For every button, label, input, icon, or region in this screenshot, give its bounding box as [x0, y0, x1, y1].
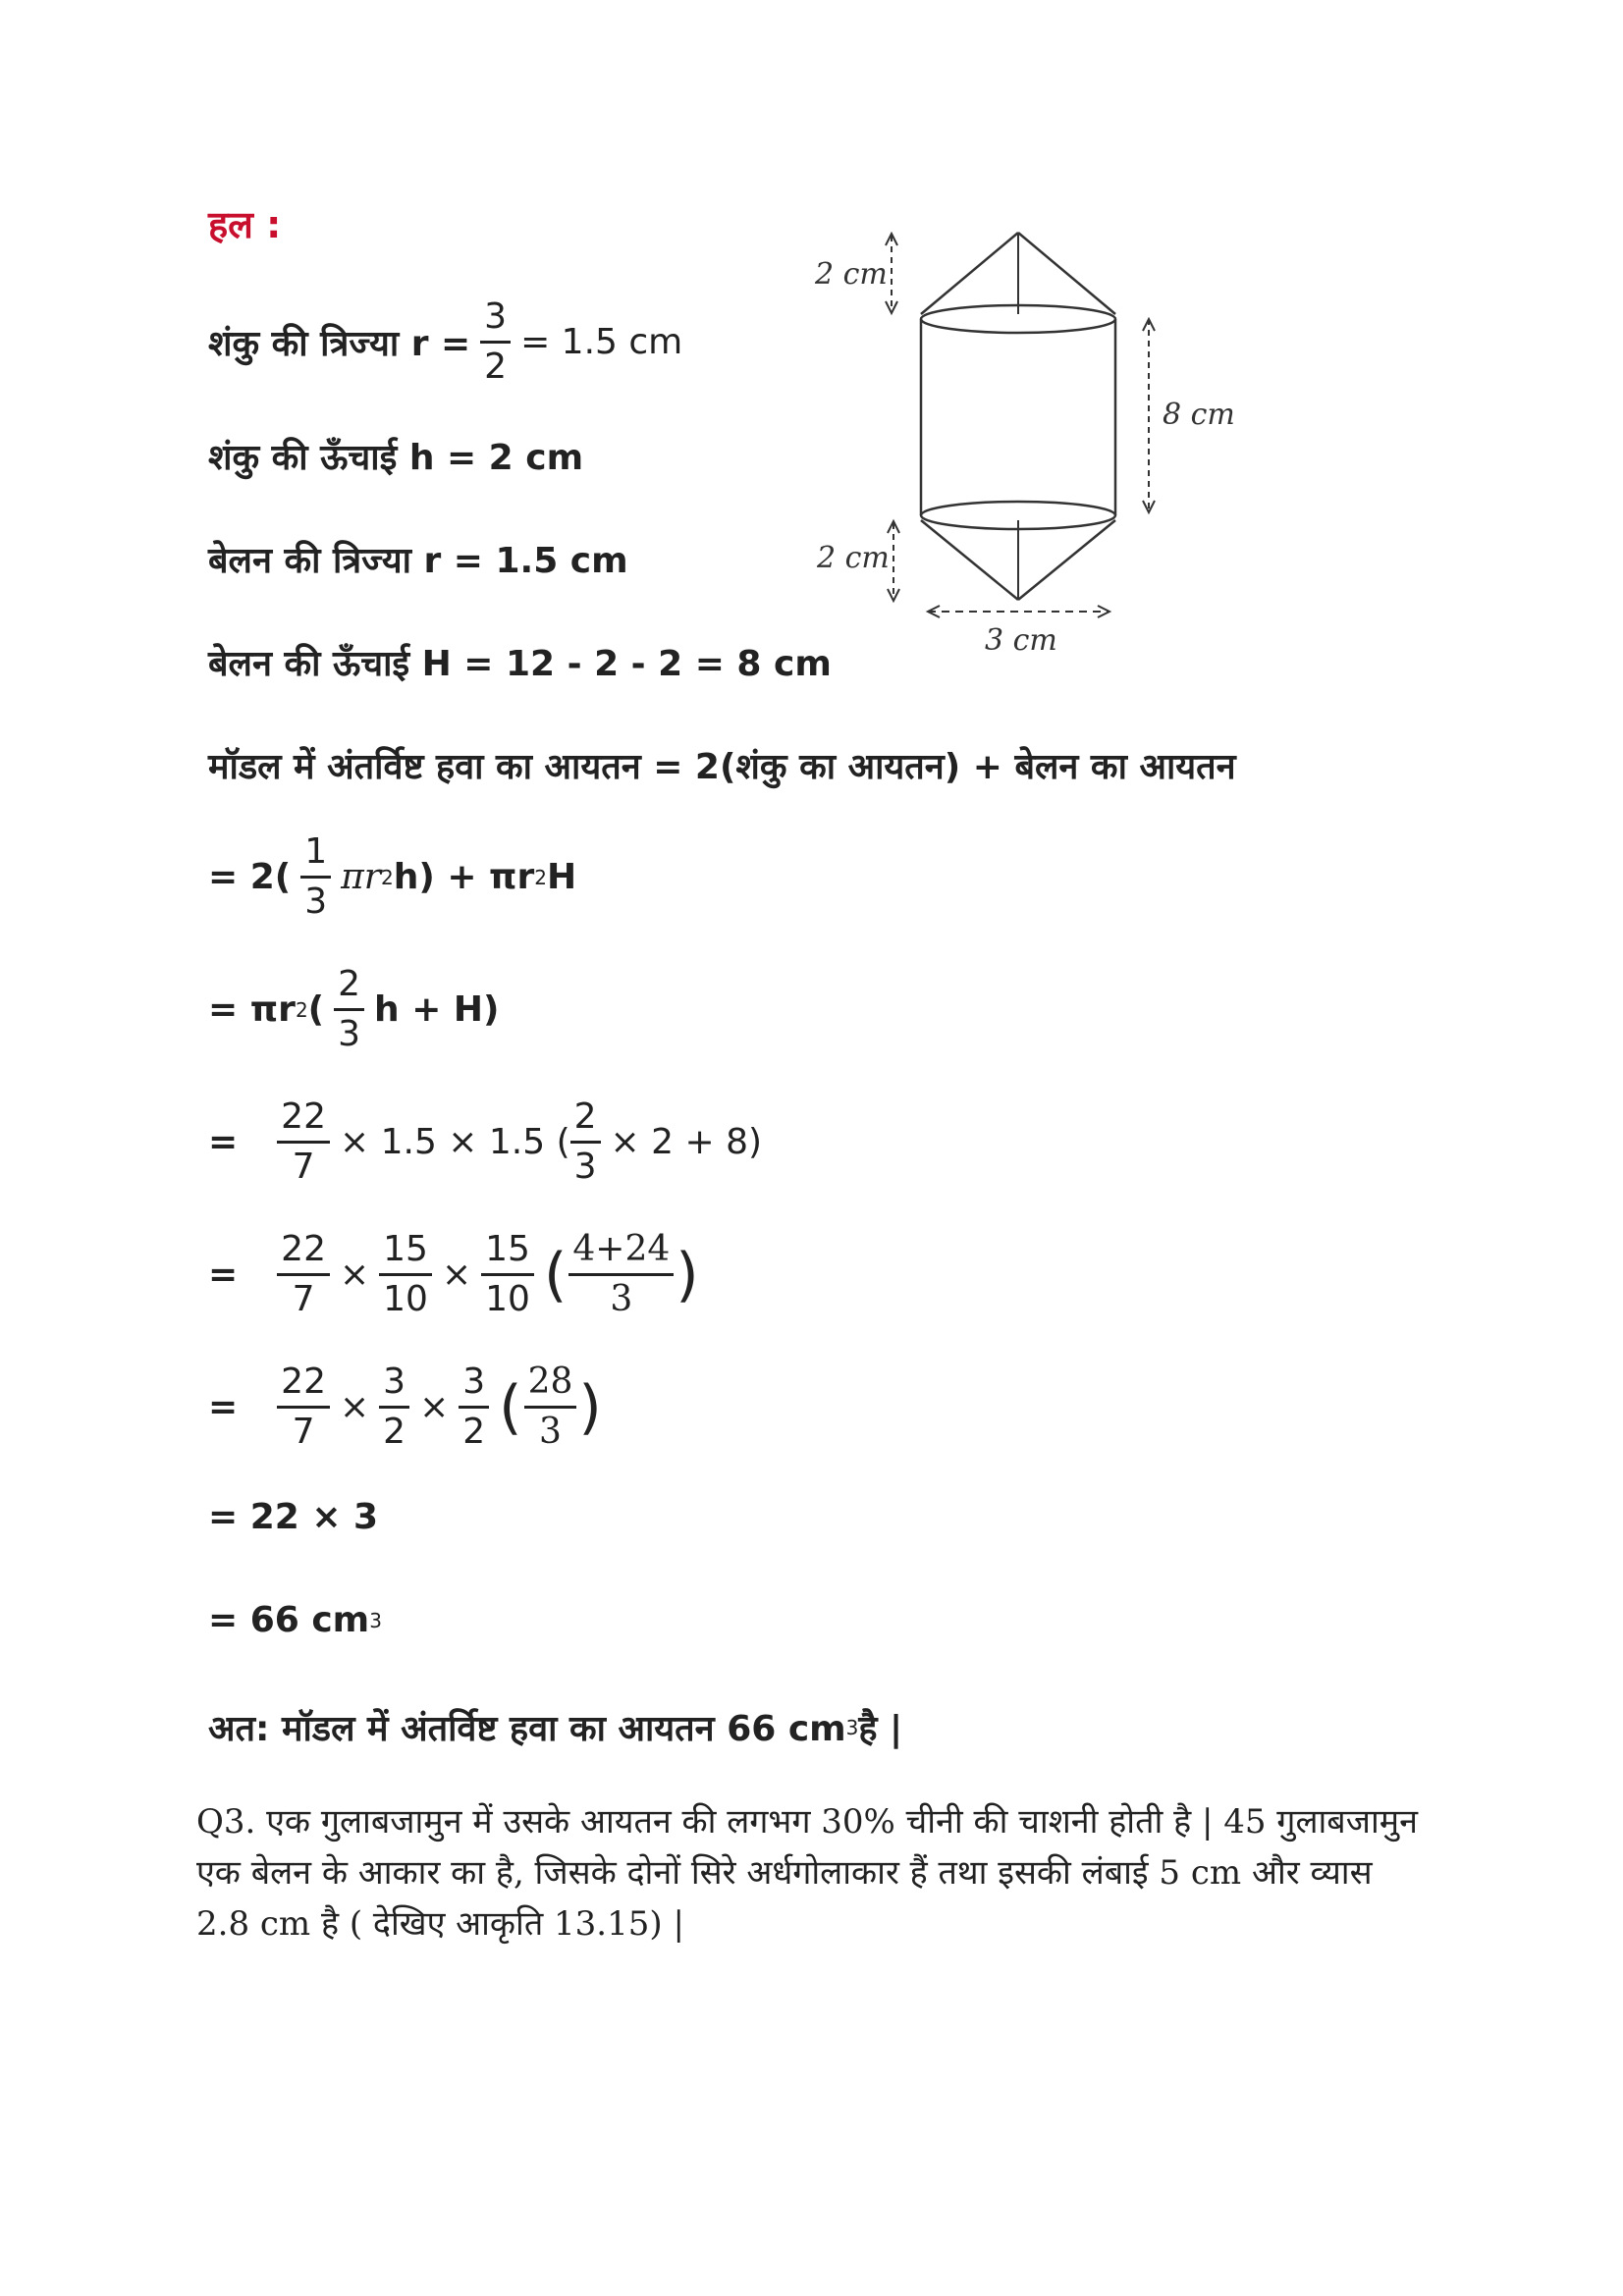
cone-radius-result: = 1.5 cm	[520, 322, 683, 362]
cone-radius-fraction	[480, 296, 511, 387]
bottom-dimension-label: 2 cm	[817, 541, 890, 575]
fraction-denominator: 3	[610, 1279, 633, 1319]
fraction-denominator: 7	[292, 1147, 315, 1187]
fraction-denominator: 3	[573, 1147, 597, 1187]
close-paren: )	[578, 1372, 602, 1442]
step-3	[208, 1096, 763, 1187]
step-7-exp: 3	[369, 1608, 382, 1632]
fraction-numerator: 15	[379, 1232, 432, 1276]
times-sign: ×	[339, 1255, 370, 1295]
step-1-tail: H	[547, 857, 577, 897]
fraction-denominator: 7	[292, 1279, 315, 1319]
step-2-pre: = πr	[208, 989, 296, 1030]
times-sign: ×	[441, 1255, 472, 1295]
step-4-fraction-1	[277, 1229, 330, 1319]
step-3-post: × 2 + 8)	[610, 1122, 763, 1162]
step-1-fraction	[300, 831, 331, 922]
fraction-numerator: 15	[481, 1232, 534, 1276]
step-7-text: = 66 cm	[208, 1600, 370, 1640]
step-4-fraction-3	[481, 1229, 534, 1319]
step-5	[208, 1364, 602, 1450]
cone-radius-label: शंकु की त्रिज्या r =	[208, 324, 471, 364]
width-dimension-label: 3 cm	[985, 623, 1057, 658]
step-5-fraction-2	[379, 1364, 409, 1450]
step-3-fraction-2	[570, 1096, 601, 1187]
conclusion-post: है |	[858, 1709, 903, 1749]
top-cone-right-edge	[1018, 233, 1115, 314]
fraction-numerator: 1	[300, 834, 331, 879]
step-5-fraction-4	[524, 1364, 577, 1450]
cone-cylinder-figure	[805, 221, 1247, 663]
step-7	[208, 1600, 382, 1640]
conclusion-exp: 3	[845, 1715, 859, 1739]
fraction-numerator: 2	[334, 967, 364, 1011]
close-paren: )	[676, 1240, 699, 1309]
fraction-numerator: 3	[480, 299, 511, 344]
fraction-numerator: 28	[524, 1364, 577, 1409]
cylinder-radius-line: बेलन की त्रिज्या r = 1.5 cm	[208, 541, 628, 581]
step-6: = 22 × 3	[208, 1497, 379, 1537]
conclusion-pre: अत: मॉडल में अंतर्विष्ट हवा का आयतन 66 cm	[208, 1709, 846, 1749]
times-sign: ×	[419, 1387, 450, 1427]
step-5-fraction-1	[277, 1364, 330, 1450]
fraction-denominator: 7	[292, 1412, 315, 1452]
volume-statement: मॉडल में अंतर्विष्ट हवा का आयतन = 2(शंकु का आयतन) + बेलन का आयतन	[208, 747, 1236, 787]
fraction-numerator: 3	[459, 1364, 489, 1409]
step-2-exp: 2	[295, 997, 308, 1022]
step-2-open: (	[307, 989, 325, 1030]
step-2-post: h + H)	[374, 989, 500, 1030]
step-2	[208, 964, 500, 1054]
fraction-numerator: 22	[277, 1364, 330, 1409]
step-1-mid: πr	[341, 857, 381, 897]
step-1	[208, 831, 577, 922]
step-4-eq: =	[208, 1255, 239, 1295]
question-3: Q3. एक गुलाबजामुन में उसके आयतन की लगभग 30% चीनी की चाशनी होती है | 45 गुलाबजामुन एक बेलन के आकार का है, जिसके दोनों सिरे अर्धगोलाकार हैं तथा इसकी लंबाई 5 cm और व्यास 2.8 cm है ( देखिए आकृति 13.15) |	[196, 1802, 1418, 1944]
step-5-eq: =	[208, 1387, 239, 1427]
bottom-cone-left-edge	[921, 520, 1018, 600]
fraction-denominator: 10	[485, 1279, 530, 1319]
side-dimension-label: 8 cm	[1163, 398, 1235, 432]
step-1-pre: = 2(	[208, 857, 292, 897]
open-paren: (	[543, 1240, 568, 1309]
step-2-fraction	[334, 964, 364, 1054]
fraction-numerator: 3	[379, 1364, 409, 1409]
fraction-denominator: 2	[462, 1412, 486, 1452]
cone-radius-line	[208, 296, 683, 387]
step-1-exp2: 2	[534, 865, 547, 889]
fraction-numerator: 4+24	[568, 1232, 674, 1276]
conclusion	[208, 1703, 902, 1751]
fraction-numerator: 22	[277, 1232, 330, 1276]
fraction-denominator: 3	[338, 1014, 361, 1054]
bottom-cone-right-edge	[1018, 520, 1115, 600]
step-4-fraction-4	[568, 1229, 674, 1319]
fraction-denominator: 3	[539, 1412, 562, 1452]
fraction-numerator: 22	[277, 1099, 330, 1144]
cylinder-height-line: बेलन की ऊँचाई H = 12 - 2 - 2 = 8 cm	[208, 644, 832, 684]
open-paren: (	[499, 1372, 522, 1442]
step-4	[208, 1229, 699, 1319]
solution-heading: हल :	[208, 203, 282, 246]
step-3-fraction-1	[277, 1096, 330, 1187]
fraction-numerator: 2	[570, 1099, 601, 1144]
cone-height-line: शंकु की ऊँचाई h = 2 cm	[208, 438, 584, 478]
fraction-denominator: 3	[304, 881, 328, 922]
fraction-denominator: 2	[484, 347, 508, 387]
step-4-fraction-2	[379, 1229, 432, 1319]
step-1-exp: 2	[380, 865, 394, 889]
times-sign: ×	[339, 1387, 370, 1427]
step-1-post: h) + πr	[393, 857, 535, 897]
top-dimension-label: 2 cm	[815, 257, 888, 292]
top-cone-left-edge	[921, 233, 1018, 314]
step-5-fraction-3	[459, 1364, 489, 1450]
step-3-eq: =	[208, 1122, 239, 1162]
fraction-denominator: 2	[383, 1412, 406, 1452]
step-3-mid: × 1.5 × 1.5 (	[339, 1122, 570, 1162]
fraction-denominator: 10	[383, 1279, 428, 1319]
